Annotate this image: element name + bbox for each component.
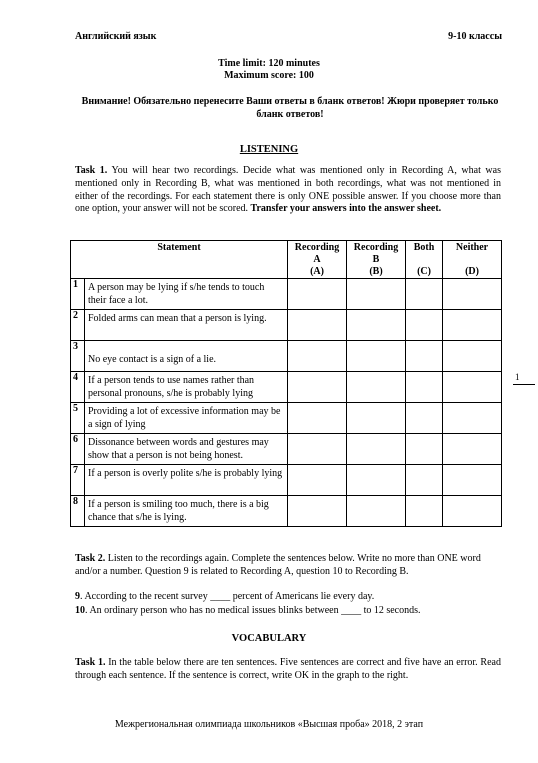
answer-cell-b[interactable] — [347, 372, 406, 403]
answer-cell-d[interactable] — [443, 434, 502, 465]
row-statement: If a person is smiling too much, there is a big chance that s/he is lying. — [85, 496, 288, 527]
answer-cell-d[interactable] — [443, 279, 502, 310]
task2-label: Task 2. — [75, 553, 106, 564]
answer-cell-b[interactable] — [347, 341, 406, 372]
answer-cell-a[interactable] — [288, 310, 347, 341]
header-recording-a: Recording A (A) — [288, 241, 347, 279]
vocabulary-heading: VOCABULARY — [231, 633, 307, 644]
answer-cell-c[interactable] — [406, 434, 443, 465]
answer-cell-d[interactable] — [443, 372, 502, 403]
row-number: 5 — [71, 403, 85, 434]
question-9-number: 9 — [75, 591, 80, 602]
answer-cell-d[interactable] — [443, 496, 502, 527]
answer-cell-d[interactable] — [443, 465, 502, 496]
listening-heading: LISTENING — [239, 144, 299, 155]
answer-cell-a[interactable] — [288, 496, 347, 527]
row-statement: Providing a lot of excessive information may be a sign of lying — [85, 403, 288, 434]
max-score: Maximum score: 100 — [224, 70, 314, 81]
row-statement: A person may be lying if s/he tends to touch their face a lot. — [85, 279, 288, 310]
page-number: 1 — [515, 372, 520, 382]
row-statement: No eye contact is a sign of a lie. — [85, 341, 288, 372]
page-footer: Межрегиональная олимпиада школьников «Высшая проба» 2018, 2 этап — [114, 719, 424, 730]
row-statement: Dissonance between words and gestures may show that a person is not being honest. — [85, 434, 288, 465]
answer-cell-c[interactable] — [406, 465, 443, 496]
question-10 — [75, 605, 421, 618]
table-row — [71, 279, 502, 310]
row-number: 7 — [71, 465, 85, 496]
warning-notice: Внимание! Обязательно перенесите Ваши ответы в бланк ответов! Жюри проверяет только бланк ответов! — [81, 96, 499, 120]
row-number: 1 — [71, 279, 85, 310]
header-both: Both (C) — [406, 241, 443, 279]
answer-cell-d[interactable] — [443, 310, 502, 341]
answer-cell-c[interactable] — [406, 341, 443, 372]
question-9-text: . According to the recent survey ____ percent of Americans lie every day. — [80, 591, 375, 602]
row-statement: Folded arms can mean that a person is lying. — [85, 310, 288, 341]
table-row — [71, 403, 502, 434]
table-header-row — [71, 241, 502, 279]
answer-cell-d[interactable] — [443, 341, 502, 372]
task1-label: Task 1. — [75, 165, 108, 176]
row-number: 2 — [71, 310, 85, 341]
answer-cell-a[interactable] — [288, 403, 347, 434]
vocab-task1-label: Task 1. — [75, 657, 106, 668]
question-10-text: . An ordinary person who has no medical issues blinks between ____ to 12 seconds. — [85, 605, 421, 616]
row-statement: If a person tends to use names rather than personal pronouns, s/he is probably lying — [85, 372, 288, 403]
answer-cell-b[interactable] — [347, 465, 406, 496]
header-neither: Neither (D) — [443, 241, 502, 279]
vocab-task1-text: In the table below there are ten sentences. Five sentences are correct and five have an error. Read through each sentence. If the sentence is correct, write OK in the graph to the right. — [75, 657, 501, 681]
answer-cell-c[interactable] — [406, 372, 443, 403]
question-10-number: 10 — [75, 605, 85, 616]
table-row — [71, 496, 502, 527]
answer-cell-c[interactable] — [406, 310, 443, 341]
answer-cell-c[interactable] — [406, 496, 443, 527]
row-number: 6 — [71, 434, 85, 465]
row-number: 3 — [71, 341, 85, 372]
time-limit: Time limit: 120 minutes — [218, 58, 320, 69]
task1-text: You will hear two recordings. Decide what was mentioned only in Recording A, what was mentioned only in Recording B, what was mentioned in both recordings, what was not mentioned in either of the recordings. For each statement there is only ONE possible answer. If you choose more than one option, your answer will not be scored. — [75, 165, 501, 215]
table-row — [71, 341, 502, 372]
answer-cell-b[interactable] — [347, 434, 406, 465]
task2-text: Listen to the recordings again. Complete the sentences below. Write no more than ONE word and/or a number. Question 9 is related to Recording A, question 10 to Recording B. — [75, 553, 481, 577]
answer-cell-d[interactable] — [443, 403, 502, 434]
answer-cell-a[interactable] — [288, 434, 347, 465]
vocabulary-task1-instructions — [75, 657, 501, 683]
row-statement: If a person is overly polite s/he is probably lying — [85, 465, 288, 496]
answer-cell-a[interactable] — [288, 372, 347, 403]
row-number: 8 — [71, 496, 85, 527]
answer-cell-b[interactable] — [347, 496, 406, 527]
answer-cell-a[interactable] — [288, 341, 347, 372]
listening-task1-instructions — [75, 165, 501, 216]
task1-bold-tail: Transfer your answers into the answer sheet. — [250, 203, 442, 215]
header-statement: Statement — [71, 241, 288, 279]
page-number-rule — [513, 384, 535, 385]
table-row — [71, 434, 502, 465]
table-row — [71, 372, 502, 403]
answer-cell-b[interactable] — [347, 403, 406, 434]
statements-table — [70, 240, 502, 527]
header-recording-b: Recording B (B) — [347, 241, 406, 279]
grades-header: 9-10 классы — [448, 31, 502, 42]
table-row — [71, 310, 502, 341]
answer-cell-a[interactable] — [288, 279, 347, 310]
subject-header: Английский язык — [75, 31, 157, 42]
answer-cell-b[interactable] — [347, 279, 406, 310]
answer-cell-c[interactable] — [406, 403, 443, 434]
question-9 — [75, 591, 374, 604]
listening-task2-instructions — [75, 553, 501, 579]
answer-cell-c[interactable] — [406, 279, 443, 310]
answer-cell-a[interactable] — [288, 465, 347, 496]
table-row — [71, 465, 502, 496]
answer-cell-b[interactable] — [347, 310, 406, 341]
row-number: 4 — [71, 372, 85, 403]
